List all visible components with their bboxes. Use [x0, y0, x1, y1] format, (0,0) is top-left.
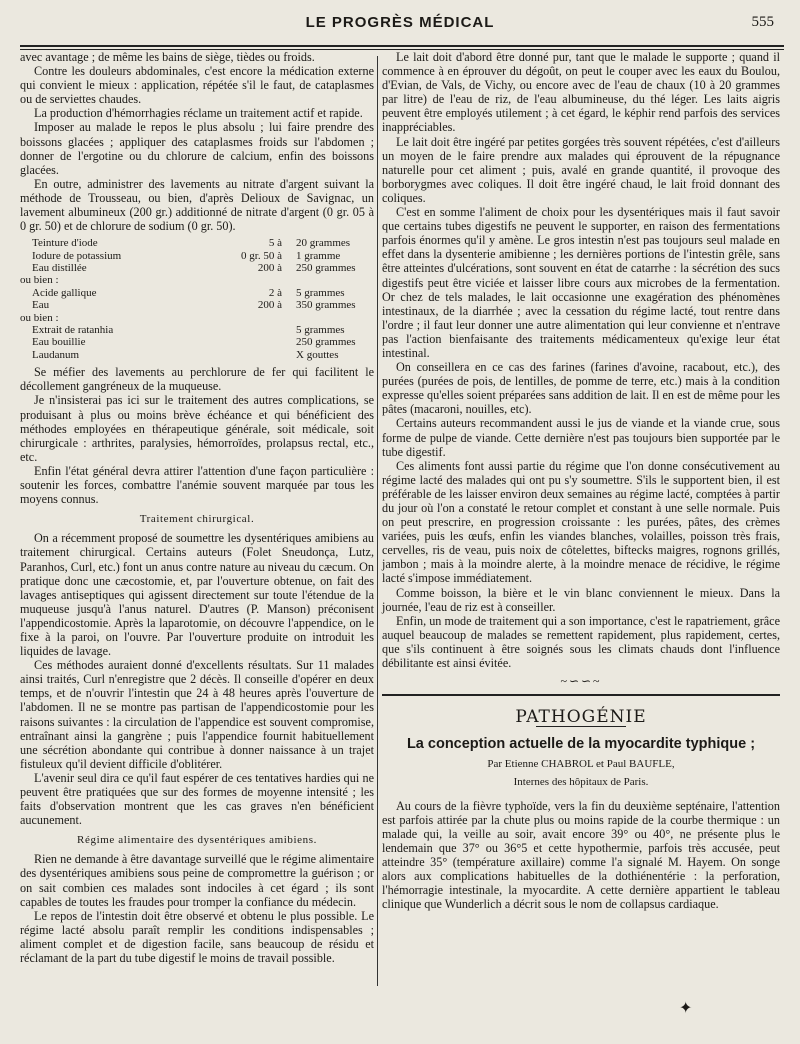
- prescription-row: Laudanum X gouttes: [32, 348, 339, 361]
- prescription-row: Teinture d'iode 5 à 20 grammes: [32, 237, 351, 250]
- prescription-row: Iodure de potassium 0 gr. 50 à 1 gramme: [32, 249, 341, 262]
- right-column: [382, 50, 780, 911]
- paragraph: Je n'insisterai pas ici sur le traitement des autres complications, se produisant à plus ou moins brève échéance et qui bénéficient des méthodes employées en thérapeutique générale, soit médicale, soit chirurgicale : arthrites, paralysies, hémorroïdes, prolapsus rectal, etc., etc.: [20, 393, 374, 464]
- column-divider: [377, 56, 378, 986]
- paragraph: Imposer au malade le repos le plus absolu ; lui faire prendre des boissons glacées ; appliquer des cataplasmes froids sur l'abdomen ; donner de l'ergotine ou du chlorure de calcium, enfin des boissons glacées.: [20, 120, 374, 177]
- paragraph: On a récemment proposé de soumettre les dysentériques amibiens au traitement chirurgical. Certains auteurs (Folet Sneudonça, Lutz, Paranhos, Curl, etc.) font un anus contre nature au niveau du cæcum. On pratique donc une cæcostomie, et, par l'ouverture obtenue, on fait des lavages antiseptiques qui agissent directement sur toute l'étendue de la muqueuse jusqu'à l'anus naturel. D'autres (P. Manson) préconisent l'appendicostomie. Après la laparotomie, on découvre l'appendice, on le fixe à la paroi, on l'ouvre. Par l'ouverture produite on introduit les liquides de lavage.: [20, 531, 375, 659]
- paragraph: Enfin, un mode de traitement qui a son importance, c'est le rapatriement, grâce auquel beaucoup de malades se remettent rapidement, plus rapidement, certes, que s'ils continuent à être soignés sous les climats chauds dont l'influence débilitante est ainsi évitée.: [382, 613, 780, 671]
- prescription-alternative: ou bien :: [20, 311, 59, 324]
- paragraph: La production d'hémorrhagies réclame un traitement actif et rapide.: [34, 106, 363, 121]
- prescription-list: [20, 237, 374, 361]
- journal-title: LE PROGRÈS MÉDICAL: [305, 14, 495, 31]
- paragraph: C'est en somme l'aliment de choix pour les dysentériques mais il faut savoir que certains tubes digestifs ne peuvent le supporter, en raison des fermentations parfois énormes qu'il y amène. Le gros intestin n'est pas toujours seul malade en effet dans la dysenterie amibienne ; les dernières portions de l'intestin grêle, sans être atteintes d'ulcérations, sont souvent en état de catarrhe : la sécrétion des sucs digestifs peut être viciée et laisser libre cours aux microbes de la fermentation. Or chez de tels malades, le lait occasionne une exagération des phénomènes intestinaux, de la diarrhée ; avec la cessation du régime lacté, tout rentre dans l'ordre ; il faut leur donner une autre alimentation qui leur convienne et n'entrave pas l'action bienfaisante des traitements médicamenteux qu'exige leur état intestinal.: [382, 205, 780, 360]
- paragraph: Le lait doit d'abord être donné pur, tant que le malade le supporte ; quand il commence à en éprouver du dégoût, on peut le couper avec les eaux du Boulou, d'Evian, de Vals, de Vichy, ou encore avec de l'eau de chaux (10 à 20 grammes par litre) de l'eau de riz, de l'eau albumineuse, du thé léger. Les laits aigris peuvent être employés utilement ; à cet égard, le képhir rend parfois des services inappréciables.: [382, 50, 780, 135]
- paragraph: Se méfier des lavements au perchlorure de fer qui facilitent le décollement gangréneux de la muqueuse.: [20, 365, 374, 394]
- left-column: [20, 50, 374, 965]
- page-number: 555: [751, 14, 774, 30]
- paragraph: Comme boisson, la bière et le vin blanc conviennent le mieux. Dans la journée, l'eau de riz est à conseiller.: [382, 585, 780, 614]
- prescription-row: Extrait de ratanhia 5 grammes: [32, 324, 345, 337]
- section-title: PATHOGÉNIE: [515, 707, 647, 728]
- author-byline: Par Etienne CHABROL et Paul BAUFLE,: [487, 758, 675, 771]
- paragraph: On conseillera en ce cas des farines (farines d'avoine, racabout, etc.), des purées (purées de pois, de lentilles, de pomme de terre, etc.) mais à la condition expresse qu'elles soient préparées sans addition de lait. Il en est de même pour les pâtes (macaroni, nouilles, etc).: [382, 360, 780, 417]
- subsection-heading: Régime alimentaire des dysentériques amibiens.: [77, 834, 317, 847]
- article-title: La conception actuelle de la myocardite typhique ;: [406, 736, 756, 753]
- prescription-row: Eau distillée 200 à 250 grammes: [32, 262, 356, 275]
- subsection-heading: Traitement chirurgical.: [139, 513, 255, 526]
- end-mark-icon: ✦: [679, 998, 693, 1017]
- paragraph: Enfin l'état général devra attirer l'attention d'une façon particulière : soutenir les forces, combattre l'anémie souvent marquée par tous les moyens connus.: [20, 463, 374, 507]
- prescription-row: Eau 200 à 350 grammes: [32, 299, 356, 312]
- prescription-row: Eau bouillie 250 grammes: [32, 336, 356, 349]
- prescription-row: Acide gallique 2 à 5 grammes: [32, 286, 345, 299]
- paragraph: L'avenir seul dira ce qu'il faut espérer de ces tentatives hardies qui ne peuvent être pratiquées que sur des formes de moyenne intensité ; les faits d'observation montrent que les cas graves n'en bénéficient aucunement.: [20, 770, 374, 828]
- paragraph: Au cours de la fièvre typhoïde, vers la fin du deuxième septénaire, l'attention est parfois attirée par la chute plus ou moins rapide de la courbe thermique : un malade qui, la veille au soir, avait encore 39° ou 40°, ne présente plus le lendemain que 37° ou 36°5 et cette hypothermie, parfois très accusée, peut atteindre 35° (température axillaire) comme l'a signalé M. Hayem. On songe alors aux complications habituelles de la dothiénentérie : la perforation, l'hémorragie intestinale, la myocardite. A cette dernière appartient le tableau clinique que Wunderlich a décrit sous le nom de collapsus cardiaque.: [382, 798, 780, 912]
- paragraph: Le lait doit être ingéré par petites gorgées très souvent répétées, c'est d'ailleurs un moyen de le faire prendre aux malades qui éprouvent de la répugnance naturelle pour cet aliment ; puis, avalé en grande quantité, il provoque des borborygmes avec coliques. Il doit être ingéré chaud, le lait froid donnant des coliques.: [382, 134, 780, 205]
- page-header: [0, 14, 800, 36]
- paragraph: Contre les douleurs abdominales, c'est encore la médication externe qui convient le mieux : application, répétée s'il le faut, de cataplasmes ou de serviettes chaudes.: [20, 64, 374, 107]
- paragraph: Ces aliments font aussi partie du régime que l'on donne consécutivement au régime lacté des malades qui ont pu s'y soumettre. S'ils le supportent bien, il est préférable de les laisser environ deux semaines au régime lacté, comptées à partir du jour où l'on a constaté le retour complet et constant à une selle normale. Puis on peut prescrire, en progression croissante : les purées, pâtes, des crèmes variées, puis les œufs, enfin les viandes blanches, volailles, poisson très frais, cervelles, ris de veau, puis noix de côtelettes, biftecks maigres, rognons grillés, jambon ; mais à la moindre alerte, à la moindre menace de récidive, le régime lacté s'impose immédiatement.: [382, 458, 780, 586]
- paragraph: Le repos de l'intestin doit être observé et obtenu le plus possible. Le régime lacté absolu paraît remplir les conditions indispensables ; aliment complet et de digestion facile, sans beaucoup de résidu et réclamant de la part du tube digestif le moins de travail possible.: [20, 908, 374, 966]
- paragraph: Ces méthodes auraient donné d'excellents résultats. Sur 11 malades ainsi traités, Curl n'enregistre que 2 décès. Il conseille d'opérer en deux temps, et de n'ouvrir l'intestin que 24 à 48 heures après l'ouverture de l'abdomen. Il ne se montre pas partisan de l'appendicostomie pour les raisons suivantes : la circulation de l'appendice est souvent compromise, entraînant ainsi la gangrène ; puis l'appendice fournit habituellement une sécrétion abondante qui contribue à donner naissance à un trajet fistuleux qu'il devient difficile d'oblitérer.: [20, 658, 374, 771]
- author-affiliation: Internes des hôpitaux de Paris.: [513, 775, 649, 788]
- prescription-alternative: ou bien :: [20, 274, 59, 287]
- paragraph: Certains auteurs recommandent aussi le jus de viande et la viande crue, sous forme de pulpe de viande. Cette dernière n'est pas toujours bien supportée par le tube digestif.: [382, 416, 780, 459]
- paragraph: En outre, administrer des lavements au nitrate d'argent suivant la méthode de Trousseau, ou bien, d'après Delioux de Savignac, un lavement albumineux (200 gr.) additionné de nitrate d'argent (0 gr. 05 à 0 gr. 50) et de chlorure de sodium (0 gr. 50).: [20, 176, 374, 234]
- paragraph: avec avantage ; de même les bains de siège, tièdes ou froids.: [20, 50, 315, 64]
- paragraph: Rien ne demande à être davantage surveillé que le régime alimentaire des dysentériques amibiens sous peine de compromettre la guérison ; or on sait combien ces malades sont indociles à cet égard ; ils sont capables de toutes les fraudes pour tromper la confiance du médecin.: [20, 852, 374, 909]
- new-section: [382, 694, 780, 911]
- section-ornament: ~∽∽~: [560, 674, 602, 689]
